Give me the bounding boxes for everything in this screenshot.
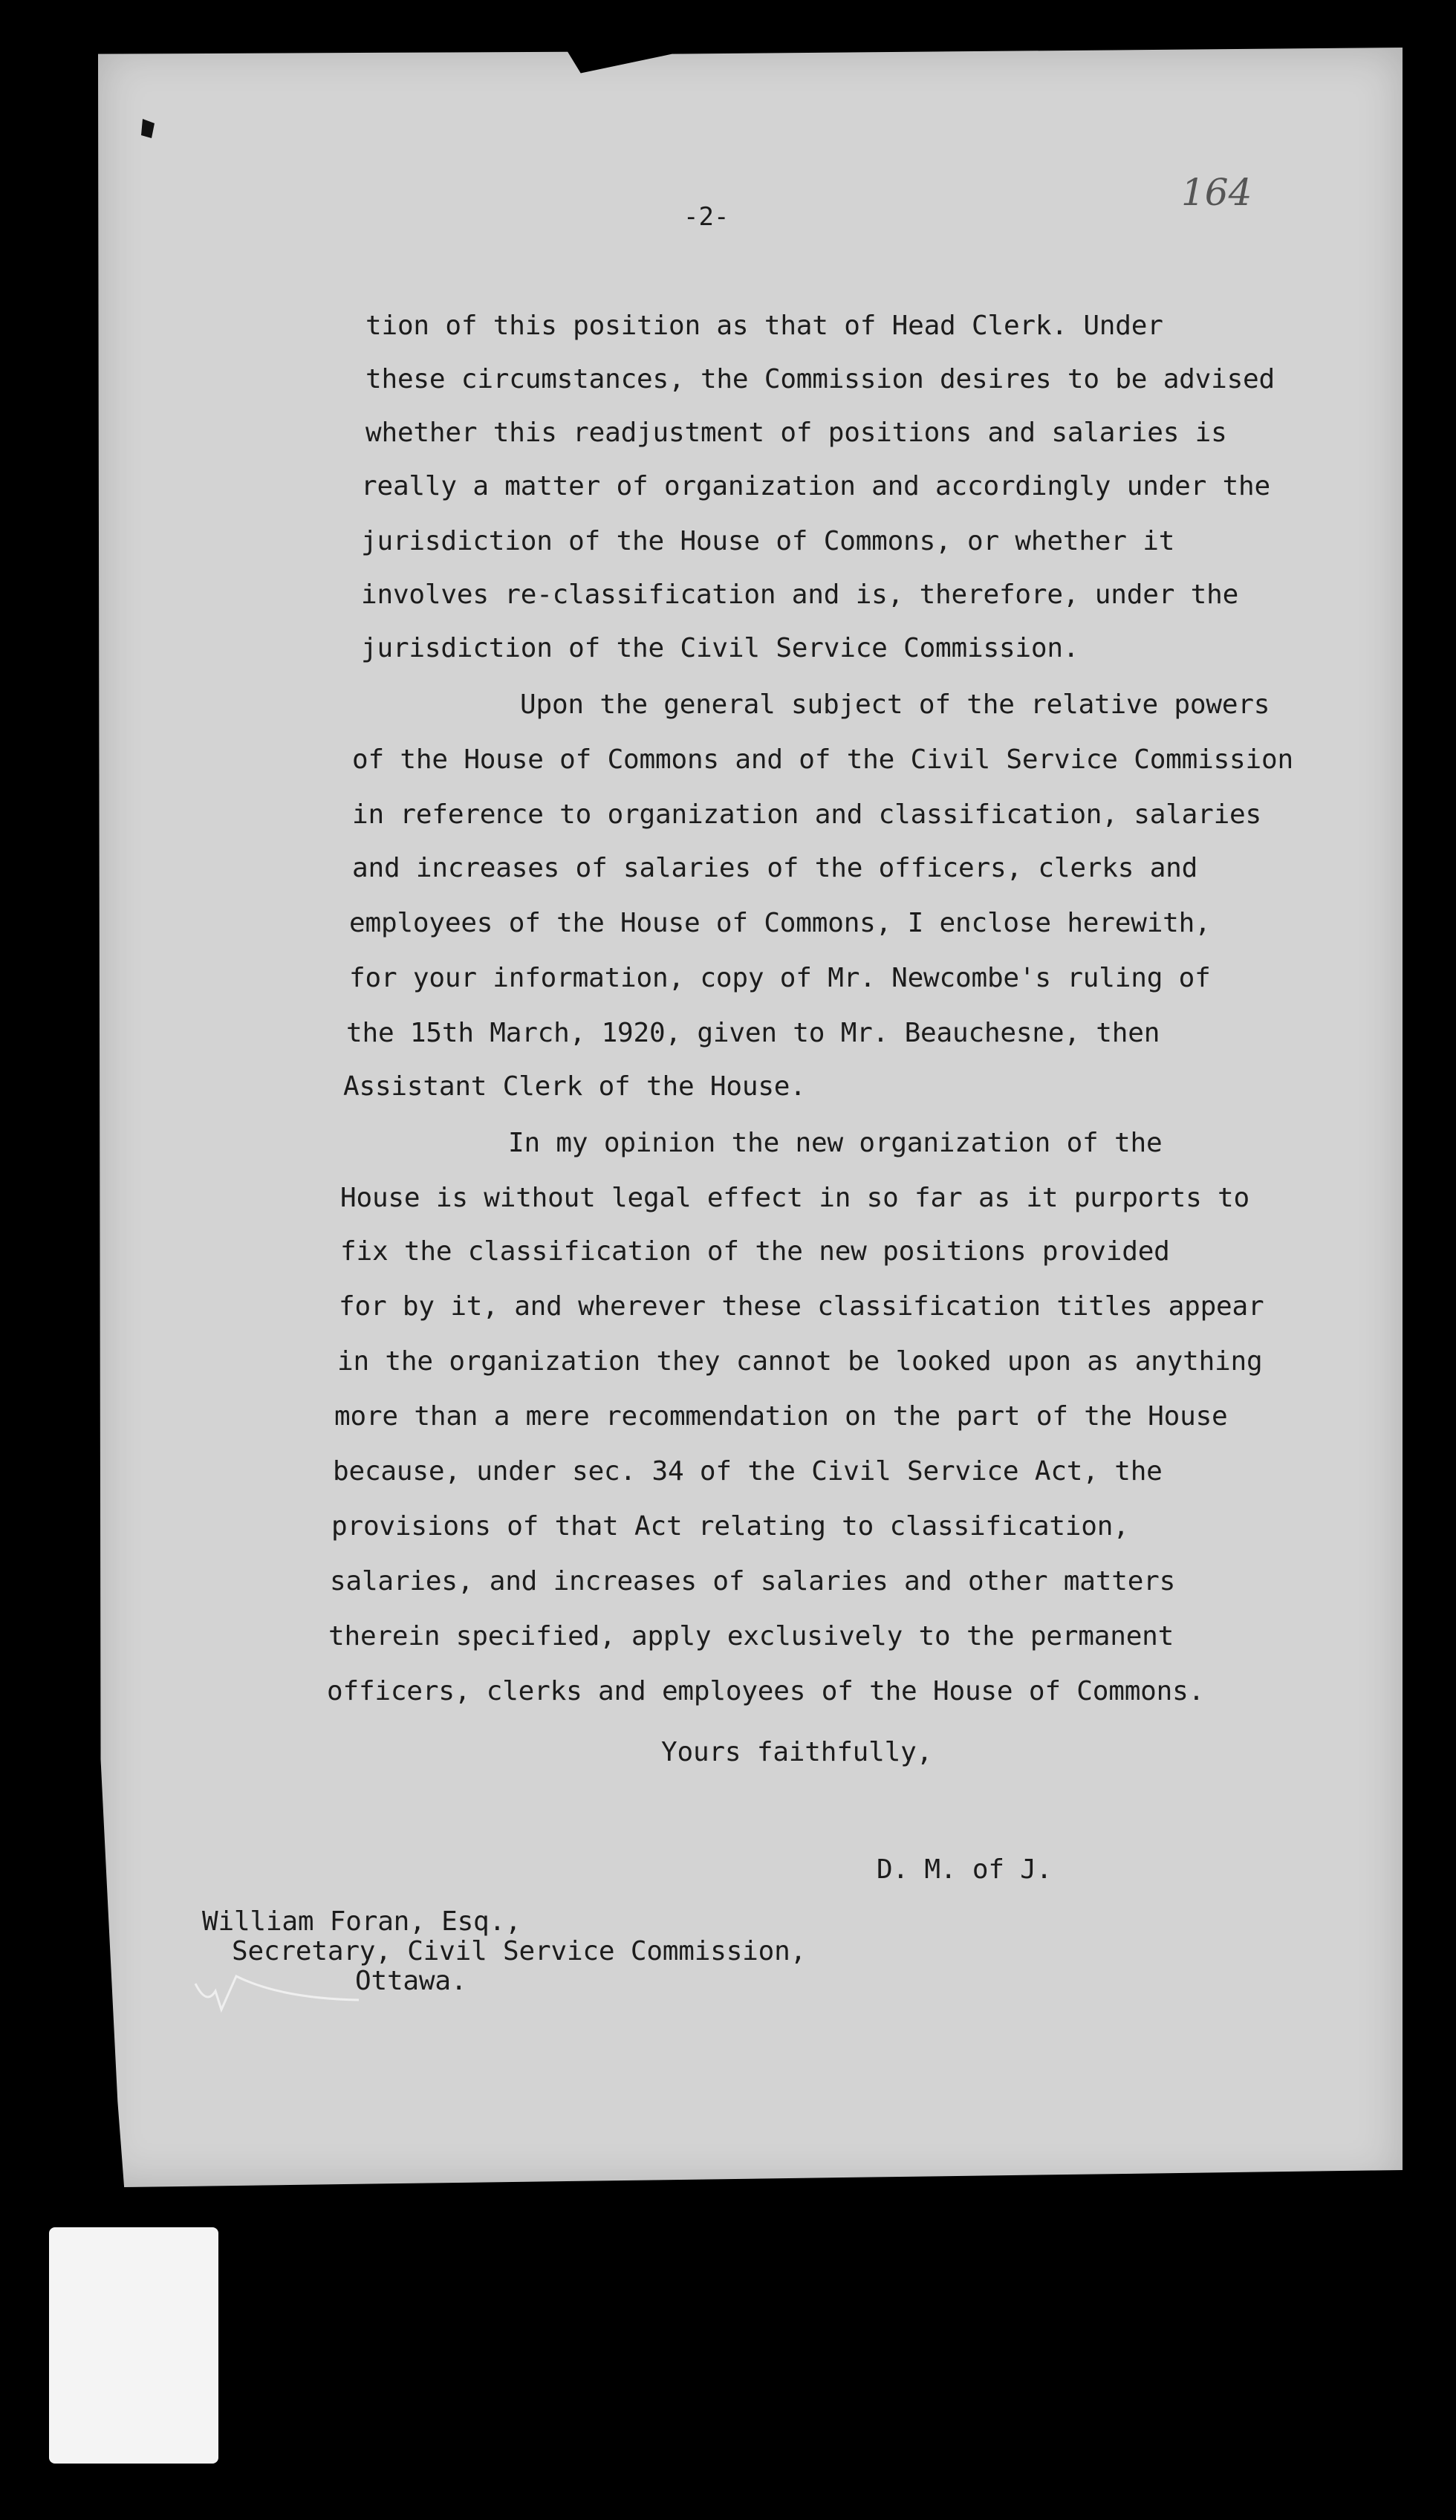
body-line: jurisdiction of the House of Commons, or whether it <box>361 526 1175 556</box>
body-line: more than a mere recommendation on the part of the House <box>334 1401 1228 1432</box>
body-line: of the House of Commons and of the Civil Service Commission <box>352 744 1293 775</box>
body-line: employees of the House of Commons, I enclose herewith, <box>349 908 1211 938</box>
body-line: officers, clerks and employees of the House of Commons. <box>327 1676 1205 1706</box>
body-line: for your information, copy of Mr. Newcombe's ruling of <box>349 963 1211 993</box>
body-line: in the organization they cannot be looked upon as anything <box>337 1346 1263 1377</box>
pencil-mark-icon <box>192 1969 363 2013</box>
body-line: these circumstances, the Commission desires to be advised <box>365 364 1275 394</box>
body-line: therein specified, apply exclusively to the permanent <box>328 1621 1174 1652</box>
body-line: in reference to organization and classification, salaries <box>352 799 1262 830</box>
addressee-city: Ottawa. <box>355 1966 467 1996</box>
body-line: for by it, and wherever these classification titles appear <box>339 1291 1264 1322</box>
body-line: fix the classification of the new positions provided <box>340 1236 1170 1267</box>
body-line: Upon the general subject of the relative powers <box>520 689 1270 720</box>
body-line: because, under sec. 34 of the Civil Service Act, the <box>333 1456 1163 1487</box>
signature-initials: D. M. of J. <box>877 1854 1053 1885</box>
body-line: Assistant Clerk of the House. <box>343 1071 806 1102</box>
body-line: provisions of that Act relating to classification, <box>331 1511 1129 1542</box>
archive-page-number: 164 <box>1181 171 1252 214</box>
body-line: jurisdiction of the Civil Service Commission. <box>361 633 1079 663</box>
addressee-name: William Foran, Esq., <box>202 1906 521 1937</box>
body-line: salaries, and increases of salaries and other matters <box>330 1566 1176 1597</box>
body-line: House is without legal effect in so far as it purports to <box>340 1183 1250 1213</box>
body-line: tion of this position as that of Head Clerk. Under <box>365 311 1163 341</box>
body-line: the 15th March, 1920, given to Mr. Beauchesne, then <box>346 1018 1160 1048</box>
addressee-title: Secretary, Civil Service Commission, <box>232 1936 807 1967</box>
body-line: really a matter of organization and accordingly under the <box>361 471 1271 501</box>
body-line: and increases of salaries of the officers, clerks and <box>352 853 1198 883</box>
ink-blot-icon <box>138 116 159 141</box>
body-line: involves re-classification and is, therefore, under the <box>361 579 1239 610</box>
body-line: whether this readjustment of positions and salaries is <box>365 418 1227 448</box>
page-number: -2- <box>683 202 729 232</box>
archive-label-card <box>49 2227 218 2464</box>
closing: Yours faithfully, <box>661 1737 933 1767</box>
body-line: In my opinion the new organization of the <box>508 1128 1163 1158</box>
